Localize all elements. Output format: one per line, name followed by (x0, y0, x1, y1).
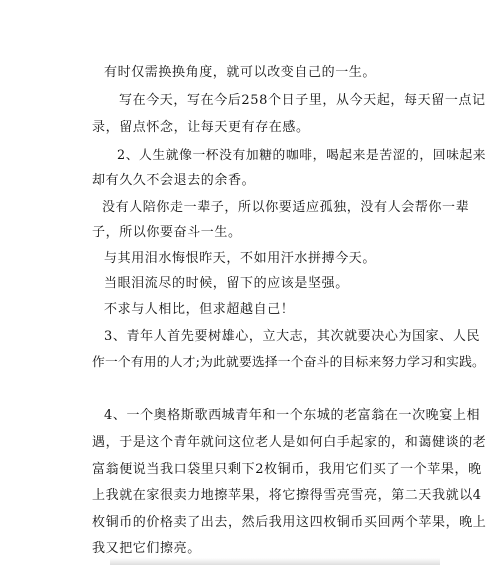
text-line-9: 当眼泪流尽的时候，留下的应该是坚强。 (104, 276, 349, 291)
text-line-7: 子，所以你要奋斗一生。 (92, 225, 242, 240)
text-line-14: 遇，于是这个青年就问这位老人是如何白手起家的，和蔼健谈的老 (92, 435, 487, 450)
text-line-11: 3、青年人首先要树雄心，立大志，其次就要决心为国家、人民 (104, 329, 481, 344)
text-line-13: 4、一个奥格斯歌西城青年和一个东城的老富翁在一次晚宴上相 (104, 408, 481, 423)
text-line-2: 写在今天，写在今后258个日子里，从今天起，每天留一点记 (119, 93, 486, 108)
text-line-18: 我又把它们擦亮。 (92, 541, 201, 556)
text-line-10: 不求与人相比，但求超越自己！ (104, 302, 295, 317)
text-line-1: 有时仅需换换角度，就可以改变自己的一生。 (104, 65, 377, 80)
text-line-12: 作一个有用的人才;为此就要选择一个奋斗的目标来努力学习和实践。 (92, 355, 485, 370)
text-line-15: 富翁便说当我口袋里只剩下2枚铜币，我用它们买了一个苹果，晚 (92, 462, 482, 477)
text-line-3: 录，留点怀念，让每天更有存在感。 (92, 120, 310, 135)
text-line-4: 2、人生就像一杯没有加糖的咖啡，喝起来是苦涩的，回味起来 (117, 148, 487, 163)
text-line-17: 枚铜币的价格卖了出去，然后我用这四枚铜币买回两个苹果，晚上 (92, 515, 487, 530)
text-line-5: 却有久久不会退去的余香。 (92, 173, 256, 188)
text-line-16: 上我就在家很卖力地擦苹果，将它擦得雪亮雪亮，第二天我就以4 (92, 488, 482, 503)
text-line-6: 没有人陪你走一辈子，所以你要适应孤独，没有人会帮你一辈 (102, 200, 470, 215)
bottom-edge-shadow (110, 558, 440, 565)
text-line-8: 与其用泪水悔恨昨天，不如用汗水拼搏今天。 (104, 251, 377, 266)
